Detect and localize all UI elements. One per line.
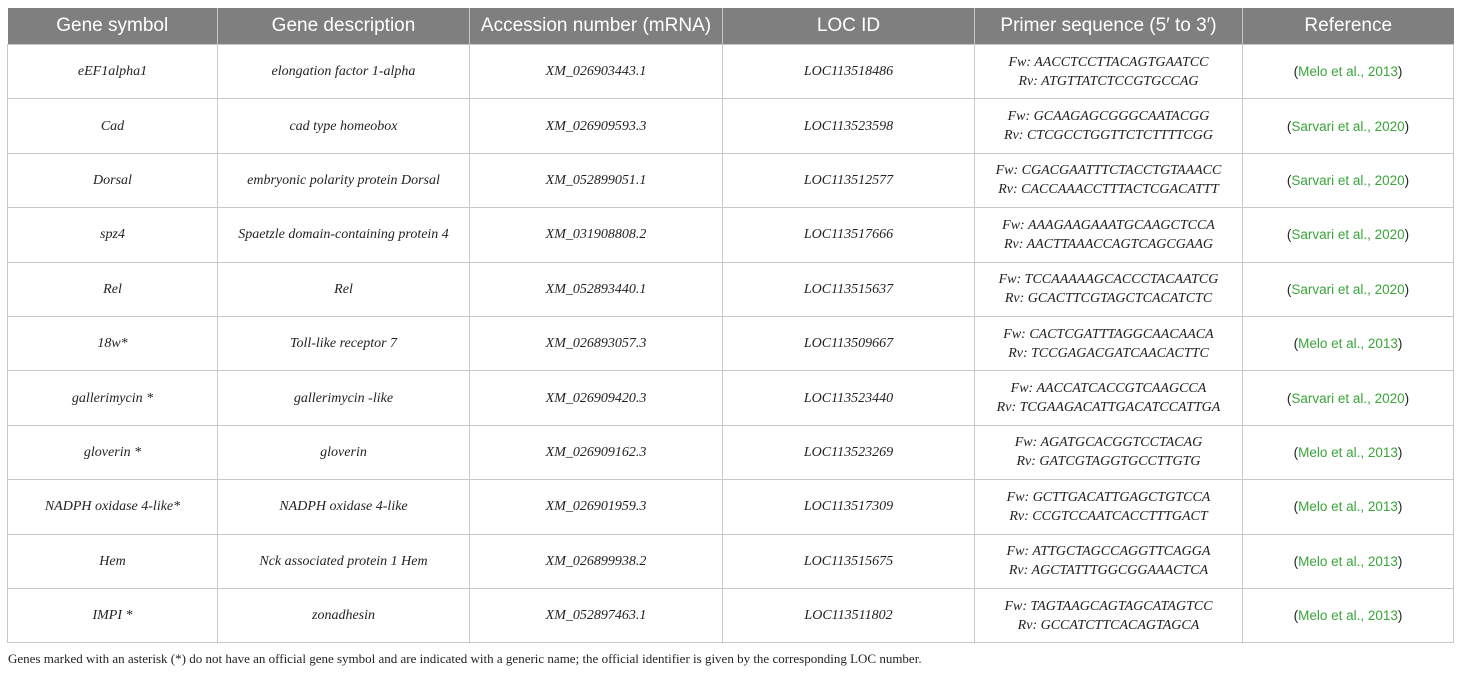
reverse-primer: Rv: TCCGAGACGATCAACACTTC <box>1008 345 1209 361</box>
primer-sequence-cell <box>975 588 1243 642</box>
loc-id-cell: LOC113523598 <box>723 99 975 153</box>
table-footnote: Genes marked with an asterisk (*) do not have an official gene symbol and are indicated with a generic name; the official identifier is given by the corresponding LOC number. <box>8 651 922 666</box>
citation-link[interactable]: Sarvari et al., 2020 <box>1291 172 1405 188</box>
reference-cell: (Melo et al., 2013) <box>1243 480 1454 534</box>
reverse-primer: Rv: ATGTTATCTCCGTGCCAG <box>1018 73 1199 89</box>
loc-id-cell: LOC113518486 <box>723 45 975 99</box>
primer-sequence-cell <box>975 208 1243 262</box>
gene-symbol-cell: Rel <box>8 262 218 316</box>
accession-number-cell: XM_026909420.3 <box>470 371 723 425</box>
reference-cell: (Sarvari et al., 2020) <box>1243 208 1454 262</box>
header-accession-number: Accession number (mRNA) <box>470 8 723 45</box>
reverse-primer: Rv: TCGAAGACATTGACATCCATTGA <box>996 400 1221 416</box>
forward-primer: Fw: GCAAGAGCGGGCAATACGG <box>1007 109 1210 125</box>
primer-sequence-cell <box>975 534 1243 588</box>
reverse-primer: Rv: GCACTTCGTAGCTCACATCTC <box>1004 291 1213 307</box>
reference-cell: (Sarvari et al., 2020) <box>1243 262 1454 316</box>
accession-number-cell: XM_026899938.2 <box>470 534 723 588</box>
reference-cell: (Sarvari et al., 2020) <box>1243 99 1454 153</box>
gene-symbol-cell: eEF1alpha1 <box>8 45 218 99</box>
table-row <box>8 316 1454 370</box>
reference-cell: (Melo et al., 2013) <box>1243 588 1454 642</box>
primer-sequence-cell <box>975 480 1243 534</box>
forward-primer: Fw: TAGTAAGCAGTAGCATAGTCC <box>1004 598 1213 614</box>
gene-symbol-cell: Cad <box>8 99 218 153</box>
gene-description-cell: embryonic polarity protein Dorsal <box>218 153 470 207</box>
accession-number-cell: XM_031908808.2 <box>470 208 723 262</box>
gene-primer-table <box>7 8 1454 643</box>
reference-cell: (Sarvari et al., 2020) <box>1243 153 1454 207</box>
table-row <box>8 153 1454 207</box>
reference-cell: (Melo et al., 2013) <box>1243 425 1454 479</box>
citation-link[interactable]: Melo et al., 2013 <box>1298 336 1398 352</box>
citation-link[interactable]: Sarvari et al., 2020 <box>1291 118 1405 134</box>
accession-number-cell: XM_026909162.3 <box>470 425 723 479</box>
primer-sequence-cell <box>975 262 1243 316</box>
forward-primer: Fw: CACTCGATTTAGGCAACAACA <box>1003 326 1214 342</box>
reference-cell: (Sarvari et al., 2020) <box>1243 371 1454 425</box>
gene-symbol-cell: gallerimycin * <box>8 371 218 425</box>
table-body <box>8 45 1454 643</box>
header-primer-sequence: Primer sequence (5′ to 3′) <box>975 8 1243 45</box>
reverse-primer: Rv: GATCGTAGGTGCCTTGTG <box>1016 454 1201 470</box>
header-loc-id: LOC ID <box>723 8 975 45</box>
header-gene-description: Gene description <box>218 8 470 45</box>
gene-symbol-cell: NADPH oxidase 4-like* <box>8 480 218 534</box>
accession-number-cell: XM_026903443.1 <box>470 45 723 99</box>
reference-cell: (Melo et al., 2013) <box>1243 316 1454 370</box>
reference-cell: (Melo et al., 2013) <box>1243 45 1454 99</box>
primer-sequence-cell <box>975 153 1243 207</box>
accession-number-cell: XM_026893057.3 <box>470 316 723 370</box>
forward-primer: Fw: AAAGAAGAAATGCAAGCTCCA <box>1002 217 1215 233</box>
reverse-primer: Rv: CACCAAACCTTTACTCGACATTT <box>998 182 1219 198</box>
gene-description-cell: NADPH oxidase 4-like <box>218 480 470 534</box>
accession-number-cell: XM_026909593.3 <box>470 99 723 153</box>
table-row <box>8 534 1454 588</box>
gene-description-cell: Nck associated protein 1 Hem <box>218 534 470 588</box>
gene-description-cell: Spaetzle domain-containing protein 4 <box>218 208 470 262</box>
primer-sequence-cell <box>975 316 1243 370</box>
loc-id-cell: LOC113523269 <box>723 425 975 479</box>
header-gene-symbol: Gene symbol <box>8 8 218 45</box>
reverse-primer: Rv: CCGTCCAATCACCTTTGACT <box>1009 508 1208 524</box>
table-row <box>8 45 1454 99</box>
gene-symbol-cell: Dorsal <box>8 153 218 207</box>
reverse-primer: Rv: CTCGCCTGGTTCTCTTTTCGG <box>1004 128 1213 144</box>
table-row <box>8 208 1454 262</box>
gene-symbol-cell: gloverin * <box>8 425 218 479</box>
gene-description-cell: Rel <box>218 262 470 316</box>
header-reference: Reference <box>1243 8 1454 45</box>
gene-symbol-cell: Hem <box>8 534 218 588</box>
reference-cell: (Melo et al., 2013) <box>1243 534 1454 588</box>
forward-primer: Fw: CGACGAATTTCTACCTGTAAACC <box>995 163 1222 179</box>
table-row <box>8 480 1454 534</box>
gene-description-cell: gallerimycin -like <box>218 371 470 425</box>
gene-symbol-cell: spz4 <box>8 208 218 262</box>
header-row <box>8 8 1454 45</box>
accession-number-cell: XM_052899051.1 <box>470 153 723 207</box>
gene-description-cell: gloverin <box>218 425 470 479</box>
gene-description-cell: zonadhesin <box>218 588 470 642</box>
loc-id-cell: LOC113515637 <box>723 262 975 316</box>
forward-primer: Fw: GCTTGACATTGAGCTGTCCA <box>1006 489 1211 505</box>
citation-link[interactable]: Sarvari et al., 2020 <box>1291 227 1405 243</box>
table-row <box>8 371 1454 425</box>
citation-link[interactable]: Melo et al., 2013 <box>1298 444 1398 460</box>
loc-id-cell: LOC113523440 <box>723 371 975 425</box>
citation-link[interactable]: Melo et al., 2013 <box>1298 553 1398 569</box>
forward-primer: Fw: AGATGCACGGTCCTACAG <box>1014 435 1203 451</box>
forward-primer: Fw: TCCAAAAAGCACCCTACAATCG <box>998 272 1219 288</box>
primer-sequence-cell <box>975 425 1243 479</box>
accession-number-cell: XM_026901959.3 <box>470 480 723 534</box>
table-row <box>8 99 1454 153</box>
citation-link[interactable]: Melo et al., 2013 <box>1298 64 1398 80</box>
loc-id-cell: LOC113512577 <box>723 153 975 207</box>
gene-description-cell: cad type homeobox <box>218 99 470 153</box>
reverse-primer: Rv: GCCATCTTCACAGTAGCA <box>1017 617 1200 633</box>
forward-primer: Fw: ATTGCTAGCCAGGTTCAGGA <box>1006 544 1211 560</box>
primer-sequence-cell <box>975 99 1243 153</box>
table-header <box>8 8 1454 45</box>
loc-id-cell: LOC113511802 <box>723 588 975 642</box>
gene-symbol-cell: IMPI * <box>8 588 218 642</box>
loc-id-cell: LOC113515675 <box>723 534 975 588</box>
forward-primer: Fw: AACCATCACCGTCAAGCCA <box>1010 381 1207 397</box>
primer-sequence-cell <box>975 371 1243 425</box>
accession-number-cell: XM_052893440.1 <box>470 262 723 316</box>
reverse-primer: Rv: AGCTATTTGGCGGAAACTCA <box>1008 563 1209 579</box>
citation-link[interactable]: Sarvari et al., 2020 <box>1291 390 1405 406</box>
table-row <box>8 262 1454 316</box>
primer-sequence-cell <box>975 45 1243 99</box>
citation-link[interactable]: Melo et al., 2013 <box>1298 608 1398 624</box>
loc-id-cell: LOC113509667 <box>723 316 975 370</box>
gene-primer-table-container <box>7 8 1453 643</box>
table-row <box>8 425 1454 479</box>
accession-number-cell: XM_052897463.1 <box>470 588 723 642</box>
reverse-primer: Rv: AACTTAAACCAGTCAGCGAAG <box>1003 236 1214 252</box>
gene-description-cell: elongation factor 1-alpha <box>218 45 470 99</box>
forward-primer: Fw: AACCTCCTTACAGTGAATCC <box>1008 54 1209 70</box>
gene-symbol-cell: 18w* <box>8 316 218 370</box>
table-row <box>8 588 1454 642</box>
citation-link[interactable]: Melo et al., 2013 <box>1298 499 1398 515</box>
loc-id-cell: LOC113517309 <box>723 480 975 534</box>
citation-link[interactable]: Sarvari et al., 2020 <box>1291 281 1405 297</box>
gene-description-cell: Toll-like receptor 7 <box>218 316 470 370</box>
loc-id-cell: LOC113517666 <box>723 208 975 262</box>
